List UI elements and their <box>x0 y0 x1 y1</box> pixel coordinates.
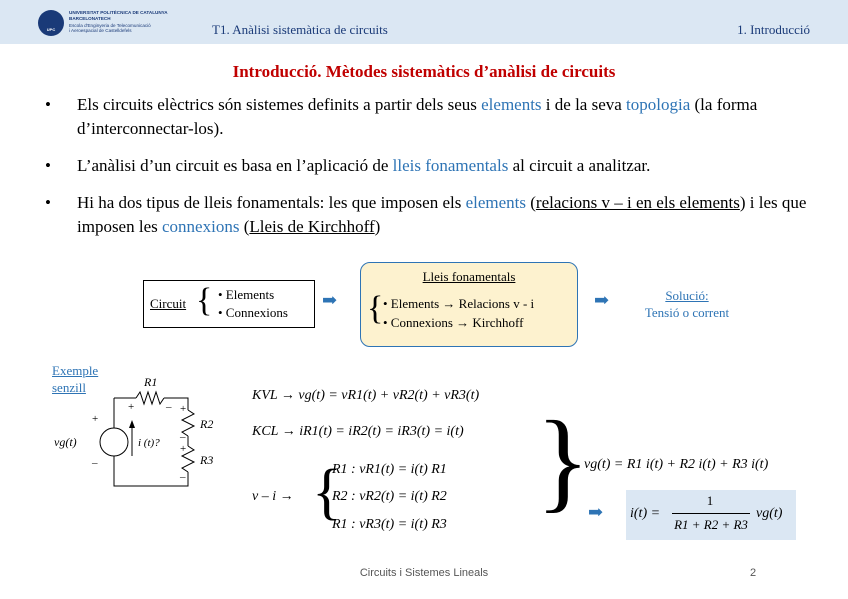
bullet-dot: • <box>45 193 51 212</box>
example-label-line: senzill <box>52 380 86 395</box>
voltage-source <box>100 428 128 456</box>
lleis-box <box>360 262 578 347</box>
header-title: T1. Anàlisi sistemàtica de circuits <box>212 22 388 37</box>
lleis-item-elements: • Elements → Relacions v - i <box>383 296 535 311</box>
footer-course: Circuits i Sistemes Lineals <box>359 567 489 579</box>
page-number: 2 <box>750 567 757 579</box>
solucio-block <box>632 287 742 321</box>
arrow-right-icon: ➡ <box>594 290 610 310</box>
label-r2: R2 <box>200 417 214 431</box>
fraction-bar <box>672 513 750 514</box>
bullet-item <box>45 154 815 178</box>
bullet-text: (la forma d’interconnectar-los). <box>77 95 758 138</box>
brace-icon: { <box>196 282 213 319</box>
solution-numerator: 1 <box>706 493 714 508</box>
highlight-topologia: topologia <box>626 95 691 114</box>
equation-kcl: KCL → iR1(t) = iR2(t) = iR3(t) = i(t) <box>252 424 464 439</box>
equation-vi-label: v – i → <box>252 489 294 504</box>
sign-minus: – <box>166 401 172 413</box>
brace-icon: { <box>312 458 342 526</box>
bullet-text: Els circuits elèctrics són sistemes definits a partir dels seus <box>77 95 482 114</box>
upc-logo <box>38 10 188 36</box>
underline-kirchhoff: Lleis de Kirchhoff <box>249 217 375 236</box>
underline-relacions: relacions v – i en els elements <box>535 193 740 212</box>
arrow-right-icon: ➡ <box>322 290 338 310</box>
highlight-elements: elements <box>481 95 542 114</box>
equation-kvl: KVL → vg(t) = vR1(t) + vR2(t) + vR3(t) <box>252 388 480 403</box>
bullet-text: ) <box>374 217 381 236</box>
equation-vi-r3: R1 : vR3(t) = i(t) R3 <box>332 517 447 532</box>
solution-box <box>626 490 796 540</box>
slide-header <box>0 0 848 44</box>
bullet-item <box>45 93 815 141</box>
current-arrow-head <box>129 420 135 428</box>
logo-badge: UPC <box>46 27 56 32</box>
bullet-text: ) i les que imposen les <box>77 193 807 236</box>
bullet-text: Hi ha dos tipus de lleis fonamentals: les que imposen els <box>77 193 466 212</box>
bullet-dot: • <box>45 156 51 175</box>
lleis-item-connexions: • Connexions → Kirchhoff <box>383 315 524 330</box>
label-r1: R1 <box>144 375 158 389</box>
solucio-text: Tensió o corrent <box>644 305 730 320</box>
bullet-text: ( <box>526 193 536 212</box>
solution-denominator: R1 + R2 + R3 <box>674 517 748 532</box>
logo-line-1: UNIVERSITAT POLITÈCNICA DE CATALUNYA <box>69 10 168 15</box>
arrow-right-icon: ➡ <box>588 502 604 522</box>
equation-vi-r2: R2 : vR2(t) = i(t) R2 <box>332 489 447 504</box>
circuit-label: Circuit <box>150 296 187 311</box>
circuit-schematic <box>52 370 242 500</box>
resistor-r1 <box>136 392 164 404</box>
wire <box>114 456 188 486</box>
solution-tail: vg(t) <box>756 506 783 521</box>
sign-minus: – <box>180 471 186 483</box>
sign-plus: + <box>128 401 135 413</box>
equation-vi-r1: R1 : vR1(t) = i(t) R1 <box>332 462 447 477</box>
lleis-title: Lleis fonamentals <box>422 269 516 284</box>
logo-line-4: i Aeroespacial de Castelldefels <box>69 28 132 34</box>
circuit-box <box>143 280 315 328</box>
logo-line-2: BARCELONATECH <box>69 15 111 21</box>
bullet-dot: • <box>45 95 51 114</box>
solucio-label: Solució: <box>665 288 709 303</box>
sign-plus: + <box>180 443 187 455</box>
equation-result: vg(t) = R1 i(t) + R2 i(t) + R3 i(t) <box>584 457 769 472</box>
brace-right-icon: } <box>536 399 590 523</box>
bullet-item <box>45 191 815 239</box>
label-vg: vg(t) <box>54 435 77 449</box>
logo-line-3: Escola d'Enginyeria de Telecomunicació <box>69 22 151 28</box>
sign-plus: + <box>180 403 187 415</box>
highlight-elements: elements <box>465 193 526 212</box>
logo-text <box>69 10 193 34</box>
highlight-connexions: connexions <box>162 217 240 236</box>
header-section: 1. Introducció <box>737 22 810 37</box>
bullet-list <box>45 93 815 252</box>
bullet-text: L’anàlisi d’un circuit es basa en l’aplicació de <box>77 156 393 175</box>
circuit-item-connexions: • Connexions <box>218 305 288 320</box>
highlight-lleis: lleis fonamentals <box>392 156 509 175</box>
circuit-item-elements: • Elements <box>218 287 275 302</box>
upc-logo-icon <box>38 10 64 36</box>
slide-title: Introducció. Mètodes sistemàtics d’anàlisi de circuits <box>232 62 616 81</box>
bullet-text: i de la seva <box>541 95 627 114</box>
bullet-text: al circuit a analitzar. <box>508 156 651 175</box>
label-r3: R3 <box>200 453 214 467</box>
solution-lhs: i(t) = <box>630 506 661 521</box>
example-label-line: Exemple <box>52 363 99 378</box>
bullet-text: ( <box>239 217 250 236</box>
sign-plus: + <box>92 413 99 425</box>
brace-icon: { <box>367 290 384 327</box>
sign-minus: – <box>180 431 186 443</box>
label-current: i (t)? <box>138 437 160 449</box>
sign-minus: – <box>92 457 98 469</box>
